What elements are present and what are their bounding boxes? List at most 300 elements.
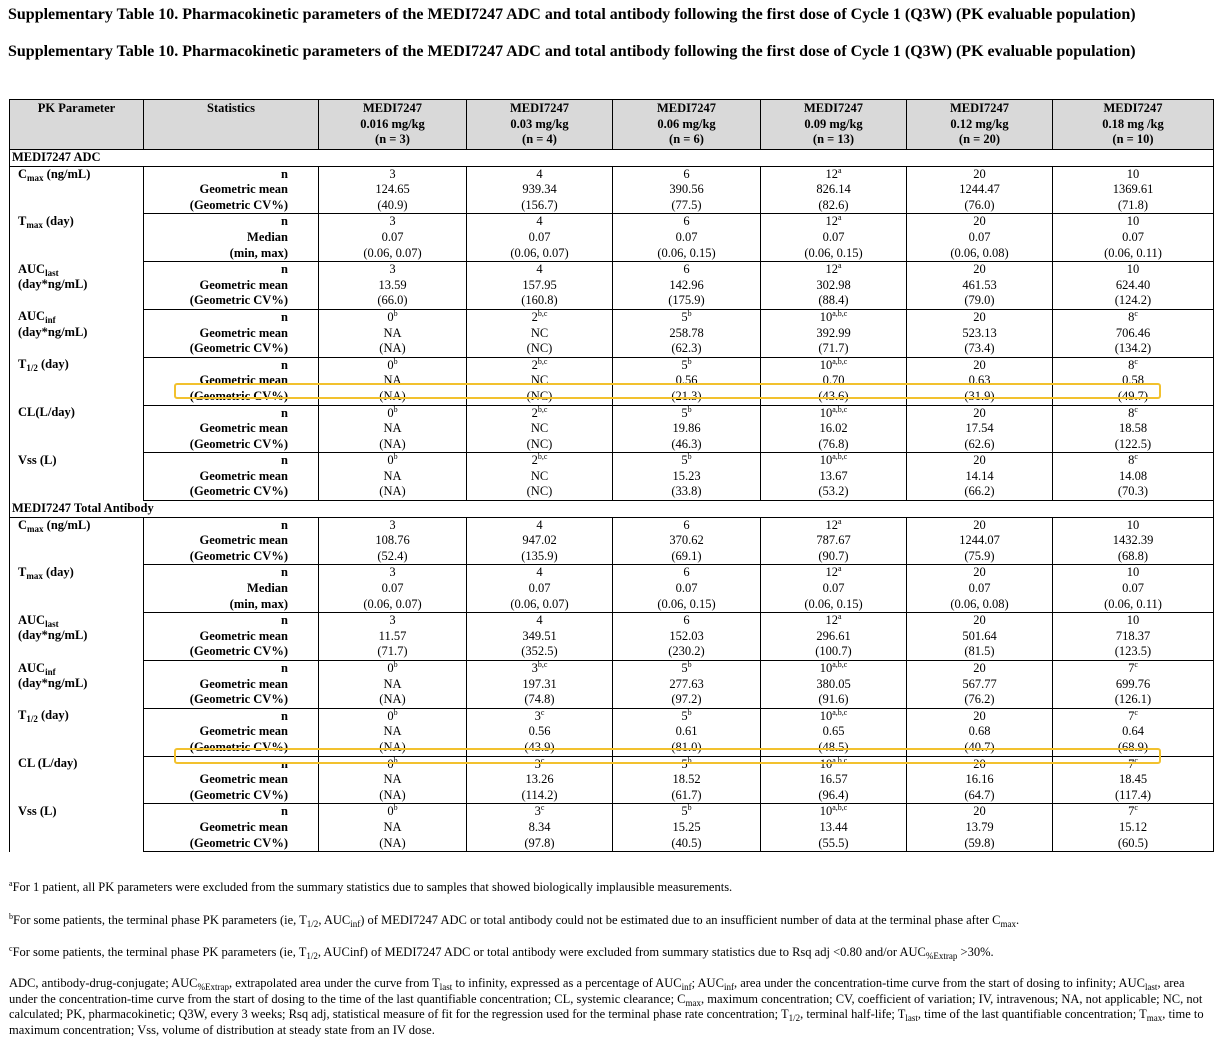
table-cell: (82.6): [761, 198, 907, 214]
table-cell: 10$^{a,b,c}$: [761, 405, 907, 421]
table-row: [10, 421, 1214, 437]
table-cell: 3: [319, 214, 467, 230]
table-row: [10, 517, 1214, 533]
table-cell: 0$^b$: [319, 661, 467, 677]
table-cell: (0.06, 0.15): [761, 597, 907, 613]
statistic-label: (min, max): [144, 246, 319, 262]
table-cell: 20: [907, 262, 1053, 278]
table-cell: NA: [319, 772, 467, 788]
table-cell: 0$^b$: [319, 453, 467, 469]
table-cell: 20: [907, 214, 1053, 230]
table-row: [10, 788, 1214, 804]
table-cell: 15.25: [613, 820, 761, 836]
table-cell: (33.8): [613, 484, 761, 500]
table-cell: 3: [319, 166, 467, 182]
table-cell: 12$^a$: [761, 613, 907, 629]
table-cell: 0.07: [907, 230, 1053, 246]
statistic-label: n: [144, 756, 319, 772]
table-cell: 11.57: [319, 629, 467, 645]
table-cell: 2$^{b,c}$: [467, 405, 613, 421]
table-cell: 5$^b$: [613, 309, 761, 325]
table-row: [10, 565, 1214, 581]
table-row: [10, 166, 1214, 182]
table-cell: 523.13: [907, 326, 1053, 342]
table-cell: 13.59: [319, 278, 467, 294]
pk-parameter-label: $T_{max}$ (day): [10, 565, 144, 613]
table-cell: 0.07: [319, 581, 467, 597]
table-row: [10, 357, 1214, 373]
table-cell: 20: [907, 405, 1053, 421]
table-cell: 10: [1053, 214, 1214, 230]
table-cell: (81.0): [613, 740, 761, 756]
table-cell: 124.65: [319, 182, 467, 198]
table-cell: 4: [467, 613, 613, 629]
pk-parameter-label: $T_{1/2}$ (day): [10, 708, 144, 756]
table-cell: (97.8): [467, 836, 613, 852]
table-cell: (88.4): [761, 293, 907, 309]
table-cell: (NA): [319, 437, 467, 453]
table-cell: 20: [907, 166, 1053, 182]
table-cell: 0.58: [1053, 373, 1214, 389]
table-cell: (48.5): [761, 740, 907, 756]
table-cell: 3$^c$: [467, 756, 613, 772]
table-cell: (0.06, 0.08): [907, 246, 1053, 262]
table-cell: 10: [1053, 166, 1214, 182]
table-cell: 6: [613, 166, 761, 182]
table-cell: 7$^c$: [1053, 804, 1214, 820]
table-cell: (NC): [467, 341, 613, 357]
statistic-label: Geometric mean: [144, 772, 319, 788]
table-row: [10, 581, 1214, 597]
table-cell: 10$^{a,b,c}$: [761, 708, 907, 724]
table-cell: 4: [467, 517, 613, 533]
table-cell: 3: [319, 613, 467, 629]
table-row: [10, 677, 1214, 693]
table-cell: 16.57: [761, 772, 907, 788]
footnote-a: $^a$For 1 patient, all PK parameters were excluded from the summary statistics due to samples that showed biologically implausible measurements.: [9, 879, 733, 894]
table-cell: 7$^c$: [1053, 708, 1214, 724]
table-row: [10, 597, 1214, 613]
table-cell: 10: [1053, 262, 1214, 278]
table-cell: NA: [319, 421, 467, 437]
table-cell: 15.23: [613, 469, 761, 485]
table-cell: 10: [1053, 565, 1214, 581]
statistic-label: Geometric mean: [144, 182, 319, 198]
table-cell: 0$^b$: [319, 708, 467, 724]
table-cell: 20: [907, 661, 1053, 677]
pk-parameter-label: Vss (L): [10, 453, 144, 501]
table-cell: 20: [907, 756, 1053, 772]
table-cell: 10$^{a,b,c}$: [761, 357, 907, 373]
table-row: [10, 405, 1214, 421]
table-cell: (NA): [319, 341, 467, 357]
header-dose-5: MEDI7247 0.12 mg/kg (n = 20): [907, 100, 1053, 150]
table-cell: 13.67: [761, 469, 907, 485]
table-cell: (97.2): [613, 692, 761, 708]
table-cell: 10: [1053, 613, 1214, 629]
table-cell: 13.79: [907, 820, 1053, 836]
table-cell: 0.70: [761, 373, 907, 389]
footnote-abbreviations: ADC, antibody-drug-conjugate; $AUC_{\%Extrap}$, extrapolated area under the curve from $T_{last}$ to infinity, expressed as a percentage of $AUC_{inf}$; $AUC_{inf}$, area under the concentration-time curve from the start of dosing to infinity; $AUC_{last}$, area under the concentration-time curve from the start of dosing to the time of the last quantifiable concentration; CL, systemic clearance; $C_{max}$, maximum concentration; CV, coefficient of variation; IV, intravenous; NA, not applicable; NC, not calculated; PK, pharmacokinetic; Q3W, every 3 weeks; Rsq adj, statistical measure of fit for the regression used for the terminal phase rate concentration; $T_{1/2}$, terminal half-life; $T_{last}$, time of the last quantifiable concentration; $T_{max}$, time to maximum concentration; Vss, volume of distribution at steady state from an IV dose.: [9, 976, 1204, 1037]
table-cell: 0.07: [761, 230, 907, 246]
section-row: [10, 501, 1214, 518]
section-title: MEDI7247 ADC: [10, 150, 1214, 167]
table-cell: 18.52: [613, 772, 761, 788]
table-cell: NA: [319, 724, 467, 740]
table-cell: 18.45: [1053, 772, 1214, 788]
table-cell: (NC): [467, 389, 613, 405]
statistic-label: Geometric mean: [144, 677, 319, 693]
statistic-label: Median: [144, 230, 319, 246]
statistic-label: (Geometric CV%): [144, 437, 319, 453]
table-row: [10, 309, 1214, 325]
table-cell: NC: [467, 421, 613, 437]
table-cell: (91.6): [761, 692, 907, 708]
table-cell: (0.06, 0.07): [467, 246, 613, 262]
table-cell: (117.4): [1053, 788, 1214, 804]
table-cell: (40.5): [613, 836, 761, 852]
pk-parameter-label: CL (L/day): [10, 756, 144, 804]
table-row: [10, 484, 1214, 500]
table-cell: 20: [907, 804, 1053, 820]
statistic-label: (Geometric CV%): [144, 484, 319, 500]
table-cell: 2$^{b,c}$: [467, 357, 613, 373]
table-row: [10, 262, 1214, 278]
table-cell: 3: [319, 517, 467, 533]
table-cell: 142.96: [613, 278, 761, 294]
table-cell: 4: [467, 214, 613, 230]
table-cell: 1244.07: [907, 533, 1053, 549]
header-dose-4: MEDI7247 0.09 mg/kg (n = 13): [761, 100, 907, 150]
table-cell: (64.7): [907, 788, 1053, 804]
table-cell: (0.06, 0.15): [613, 246, 761, 262]
pk-parameter-label: $C_{max}$ (ng/mL): [10, 517, 144, 565]
section-row: [10, 150, 1214, 167]
table-cell: (NA): [319, 389, 467, 405]
table-cell: 296.61: [761, 629, 907, 645]
table-cell: 349.51: [467, 629, 613, 645]
table-cell: 7$^c$: [1053, 661, 1214, 677]
table-cell: 2$^{b,c}$: [467, 453, 613, 469]
table-cell: 108.76: [319, 533, 467, 549]
statistic-label: Geometric mean: [144, 373, 319, 389]
table-cell: (124.2): [1053, 293, 1214, 309]
statistic-label: n: [144, 661, 319, 677]
table-cell: (NA): [319, 788, 467, 804]
statistic-label: (Geometric CV%): [144, 293, 319, 309]
table-cell: (68.9): [1053, 740, 1214, 756]
table-row: [10, 756, 1214, 772]
table-cell: 15.12: [1053, 820, 1214, 836]
table-cell: (0.06, 0.08): [907, 597, 1053, 613]
pk-parameter-label: $AUC_{last}$ (day*ng/mL): [10, 613, 144, 661]
table-cell: (62.6): [907, 437, 1053, 453]
statistic-label: (Geometric CV%): [144, 788, 319, 804]
statistic-label: Geometric mean: [144, 533, 319, 549]
table-cell: 699.76: [1053, 677, 1214, 693]
statistic-label: Geometric mean: [144, 469, 319, 485]
statistic-label: (min, max): [144, 597, 319, 613]
table-cell: 13.26: [467, 772, 613, 788]
table-cell: 16.02: [761, 421, 907, 437]
table-cell: (81.5): [907, 644, 1053, 660]
table-cell: 12$^a$: [761, 517, 907, 533]
table-cell: 567.77: [907, 677, 1053, 693]
table-cell: (21.3): [613, 389, 761, 405]
statistic-label: n: [144, 405, 319, 421]
table-cell: 392.99: [761, 326, 907, 342]
table-cell: 0.07: [613, 230, 761, 246]
footnote-b: $^b$For some patients, the terminal phase PK parameters (ie, $T_{1/2}$, $AUC_{inf}$) of MEDI7247 ADC or total antibody could not be estimated due to an insufficient number of data at the terminal phase after $C_{max}$.: [9, 912, 1020, 929]
table-cell: (230.2): [613, 644, 761, 660]
statistic-label: Geometric mean: [144, 724, 319, 740]
table-cell: 0.64: [1053, 724, 1214, 740]
table-cell: 0.56: [467, 724, 613, 740]
pk-parameter-label: $C_{max}$ (ng/mL): [10, 166, 144, 214]
table-row: [10, 772, 1214, 788]
table-cell: 2$^{b,c}$: [467, 309, 613, 325]
table-title-clipped: Supplementary Table 10. Pharmacokinetic parameters of the MEDI7247 ADC and total antibody following the first dose of Cycle 1 (Q3W) (PK evaluable population): [8, 6, 1136, 23]
table-cell: 0$^b$: [319, 309, 467, 325]
statistic-label: (Geometric CV%): [144, 341, 319, 357]
statistic-label: n: [144, 262, 319, 278]
table-cell: 18.58: [1053, 421, 1214, 437]
table-cell: (114.2): [467, 788, 613, 804]
table-cell: (0.06, 0.07): [319, 246, 467, 262]
table-cell: NA: [319, 326, 467, 342]
table-cell: 3$^{b,c}$: [467, 661, 613, 677]
table-cell: 947.02: [467, 533, 613, 549]
table-cell: NA: [319, 373, 467, 389]
table-cell: (59.8): [907, 836, 1053, 852]
table-cell: 277.63: [613, 677, 761, 693]
table-cell: 258.78: [613, 326, 761, 342]
table-cell: (NC): [467, 484, 613, 500]
pk-parameter-label: $AUC_{inf}$ (day*ng/mL): [10, 309, 144, 357]
table-cell: 13.44: [761, 820, 907, 836]
table-row: [10, 724, 1214, 740]
statistic-label: (Geometric CV%): [144, 549, 319, 565]
statistic-label: (Geometric CV%): [144, 836, 319, 852]
table-cell: 6: [613, 565, 761, 581]
table-row: [10, 740, 1214, 756]
table-cell: (68.8): [1053, 549, 1214, 565]
table-cell: 4: [467, 166, 613, 182]
table-row: [10, 661, 1214, 677]
statistic-label: Geometric mean: [144, 278, 319, 294]
table-cell: (0.06, 0.07): [319, 597, 467, 613]
table-cell: (122.5): [1053, 437, 1214, 453]
header-statistics: Statistics: [144, 100, 319, 150]
statistic-label: (Geometric CV%): [144, 644, 319, 660]
table-cell: 5$^b$: [613, 453, 761, 469]
pk-parameter-label: $T_{1/2}$ (day): [10, 357, 144, 405]
table-cell: (96.4): [761, 788, 907, 804]
table-cell: (69.1): [613, 549, 761, 565]
footnote-c: $^c$For some patients, the terminal phase PK parameters (ie, $T_{1/2}$, AUCinf) of MEDI7247 ADC or total antibody were excluded from summary statistics due to Rsq adj <0.80 and/or $AUC_{\%Extrap} >30\%$.: [9, 944, 994, 961]
table-row: [10, 389, 1214, 405]
table-cell: 12$^a$: [761, 262, 907, 278]
table-cell: 6: [613, 214, 761, 230]
table-cell: (71.7): [761, 341, 907, 357]
table-cell: 0.07: [467, 230, 613, 246]
table-cell: 718.37: [1053, 629, 1214, 645]
table-cell: 0.07: [1053, 230, 1214, 246]
table-row: [10, 533, 1214, 549]
table-cell: 3$^c$: [467, 804, 613, 820]
table-cell: (73.4): [907, 341, 1053, 357]
table-cell: NA: [319, 469, 467, 485]
table-cell: (60.5): [1053, 836, 1214, 852]
table-cell: NA: [319, 677, 467, 693]
statistic-label: Geometric mean: [144, 820, 319, 836]
statistic-label: Geometric mean: [144, 421, 319, 437]
table-cell: (70.3): [1053, 484, 1214, 500]
table-cell: 1369.61: [1053, 182, 1214, 198]
table-cell: 5$^b$: [613, 804, 761, 820]
table-cell: NA: [319, 820, 467, 836]
table-cell: 0.07: [907, 581, 1053, 597]
pk-parameter-label: Vss (L): [10, 804, 144, 852]
table-cell: 20: [907, 517, 1053, 533]
header-dose-3: MEDI7247 0.06 mg/kg (n = 6): [613, 100, 761, 150]
table-cell: 0$^b$: [319, 756, 467, 772]
table-cell: 17.54: [907, 421, 1053, 437]
table-cell: (79.0): [907, 293, 1053, 309]
section-title: MEDI7247 Total Antibody: [10, 501, 1214, 518]
pk-parameter-label: $AUC_{last}$ (day*ng/mL): [10, 262, 144, 310]
table-cell: 6: [613, 262, 761, 278]
table-cell: (77.5): [613, 198, 761, 214]
pk-parameter-label: CL(L/day): [10, 405, 144, 453]
table-cell: 4: [467, 565, 613, 581]
table-cell: 20: [907, 357, 1053, 373]
statistic-label: (Geometric CV%): [144, 389, 319, 405]
table-cell: (NA): [319, 740, 467, 756]
table-cell: 14.08: [1053, 469, 1214, 485]
table-cell: 3: [319, 262, 467, 278]
table-cell: (90.7): [761, 549, 907, 565]
table-cell: (66.0): [319, 293, 467, 309]
table-cell: 302.98: [761, 278, 907, 294]
table-cell: (62.3): [613, 341, 761, 357]
table-row: [10, 804, 1214, 820]
table-cell: (126.1): [1053, 692, 1214, 708]
table-cell: 6: [613, 517, 761, 533]
table-cell: 5$^b$: [613, 405, 761, 421]
header-row: [10, 100, 1214, 150]
statistic-label: n: [144, 613, 319, 629]
table-cell: 12$^a$: [761, 565, 907, 581]
table-row: [10, 246, 1214, 262]
table-row: [10, 437, 1214, 453]
table-cell: (43.6): [761, 389, 907, 405]
header-dose-1: MEDI7247 0.016 mg/kg (n = 3): [319, 100, 467, 150]
table-cell: (0.06, 0.15): [613, 597, 761, 613]
table-cell: 10$^{a,b,c}$: [761, 309, 907, 325]
table-cell: (175.9): [613, 293, 761, 309]
table-cell: (NC): [467, 437, 613, 453]
table-cell: 5$^b$: [613, 661, 761, 677]
table-cell: 706.46: [1053, 326, 1214, 342]
table-row: [10, 644, 1214, 660]
table-cell: 20: [907, 708, 1053, 724]
table-cell: (352.5): [467, 644, 613, 660]
table-cell: 3: [319, 565, 467, 581]
table-cell: 4: [467, 262, 613, 278]
table-cell: 8$^c$: [1053, 453, 1214, 469]
table-title: Supplementary Table 10. Pharmacokinetic parameters of the MEDI7247 ADC and total antibody following the first dose of Cycle 1 (Q3W) (PK evaluable population): [8, 43, 1136, 60]
table-row: [10, 341, 1214, 357]
table-cell: (0.06, 0.11): [1053, 597, 1214, 613]
table-cell: 8$^c$: [1053, 357, 1214, 373]
table-row: [10, 453, 1214, 469]
table-cell: 8$^c$: [1053, 309, 1214, 325]
table-cell: 157.95: [467, 278, 613, 294]
table-cell: 3$^c$: [467, 708, 613, 724]
header-pk-parameter: PK Parameter: [10, 100, 144, 150]
statistic-label: Median: [144, 581, 319, 597]
table-cell: (40.9): [319, 198, 467, 214]
table-cell: 0.07: [761, 581, 907, 597]
table-cell: (71.8): [1053, 198, 1214, 214]
table-cell: (0.06, 0.15): [761, 246, 907, 262]
table-row: [10, 613, 1214, 629]
table-cell: (160.8): [467, 293, 613, 309]
table-cell: 0.07: [467, 581, 613, 597]
table-cell: (49.7): [1053, 389, 1214, 405]
table-cell: 10$^{a,b,c}$: [761, 756, 907, 772]
statistic-label: n: [144, 517, 319, 533]
table-cell: 16.16: [907, 772, 1053, 788]
table-cell: (46.3): [613, 437, 761, 453]
table-cell: 0.07: [613, 581, 761, 597]
table-cell: 20: [907, 613, 1053, 629]
table-cell: 0.65: [761, 724, 907, 740]
table-cell: 1432.39: [1053, 533, 1214, 549]
table-cell: (52.4): [319, 549, 467, 565]
table-cell: 0.56: [613, 373, 761, 389]
table-cell: 10$^{a,b,c}$: [761, 661, 907, 677]
table-row: [10, 326, 1214, 342]
table-row: [10, 373, 1214, 389]
table-cell: 7$^c$: [1053, 756, 1214, 772]
table-cell: 0.07: [1053, 581, 1214, 597]
table-cell: 0.68: [907, 724, 1053, 740]
table-row: [10, 214, 1214, 230]
table-cell: (76.0): [907, 198, 1053, 214]
statistic-label: (Geometric CV%): [144, 740, 319, 756]
table-cell: 20: [907, 453, 1053, 469]
table-cell: 1244.47: [907, 182, 1053, 198]
table-cell: 5$^b$: [613, 357, 761, 373]
table-cell: (66.2): [907, 484, 1053, 500]
statistic-label: n: [144, 357, 319, 373]
pk-parameter-label: $T_{max}$ (day): [10, 214, 144, 262]
table-cell: (0.06, 0.07): [467, 597, 613, 613]
table-cell: 6: [613, 613, 761, 629]
table-cell: (61.7): [613, 788, 761, 804]
table-cell: (135.9): [467, 549, 613, 565]
table-cell: 939.34: [467, 182, 613, 198]
table-cell: 461.53: [907, 278, 1053, 294]
table-row: [10, 469, 1214, 485]
table-row: [10, 293, 1214, 309]
table-row: [10, 182, 1214, 198]
table-row: [10, 708, 1214, 724]
table-cell: 20: [907, 309, 1053, 325]
table-cell: 10$^{a,b,c}$: [761, 453, 907, 469]
